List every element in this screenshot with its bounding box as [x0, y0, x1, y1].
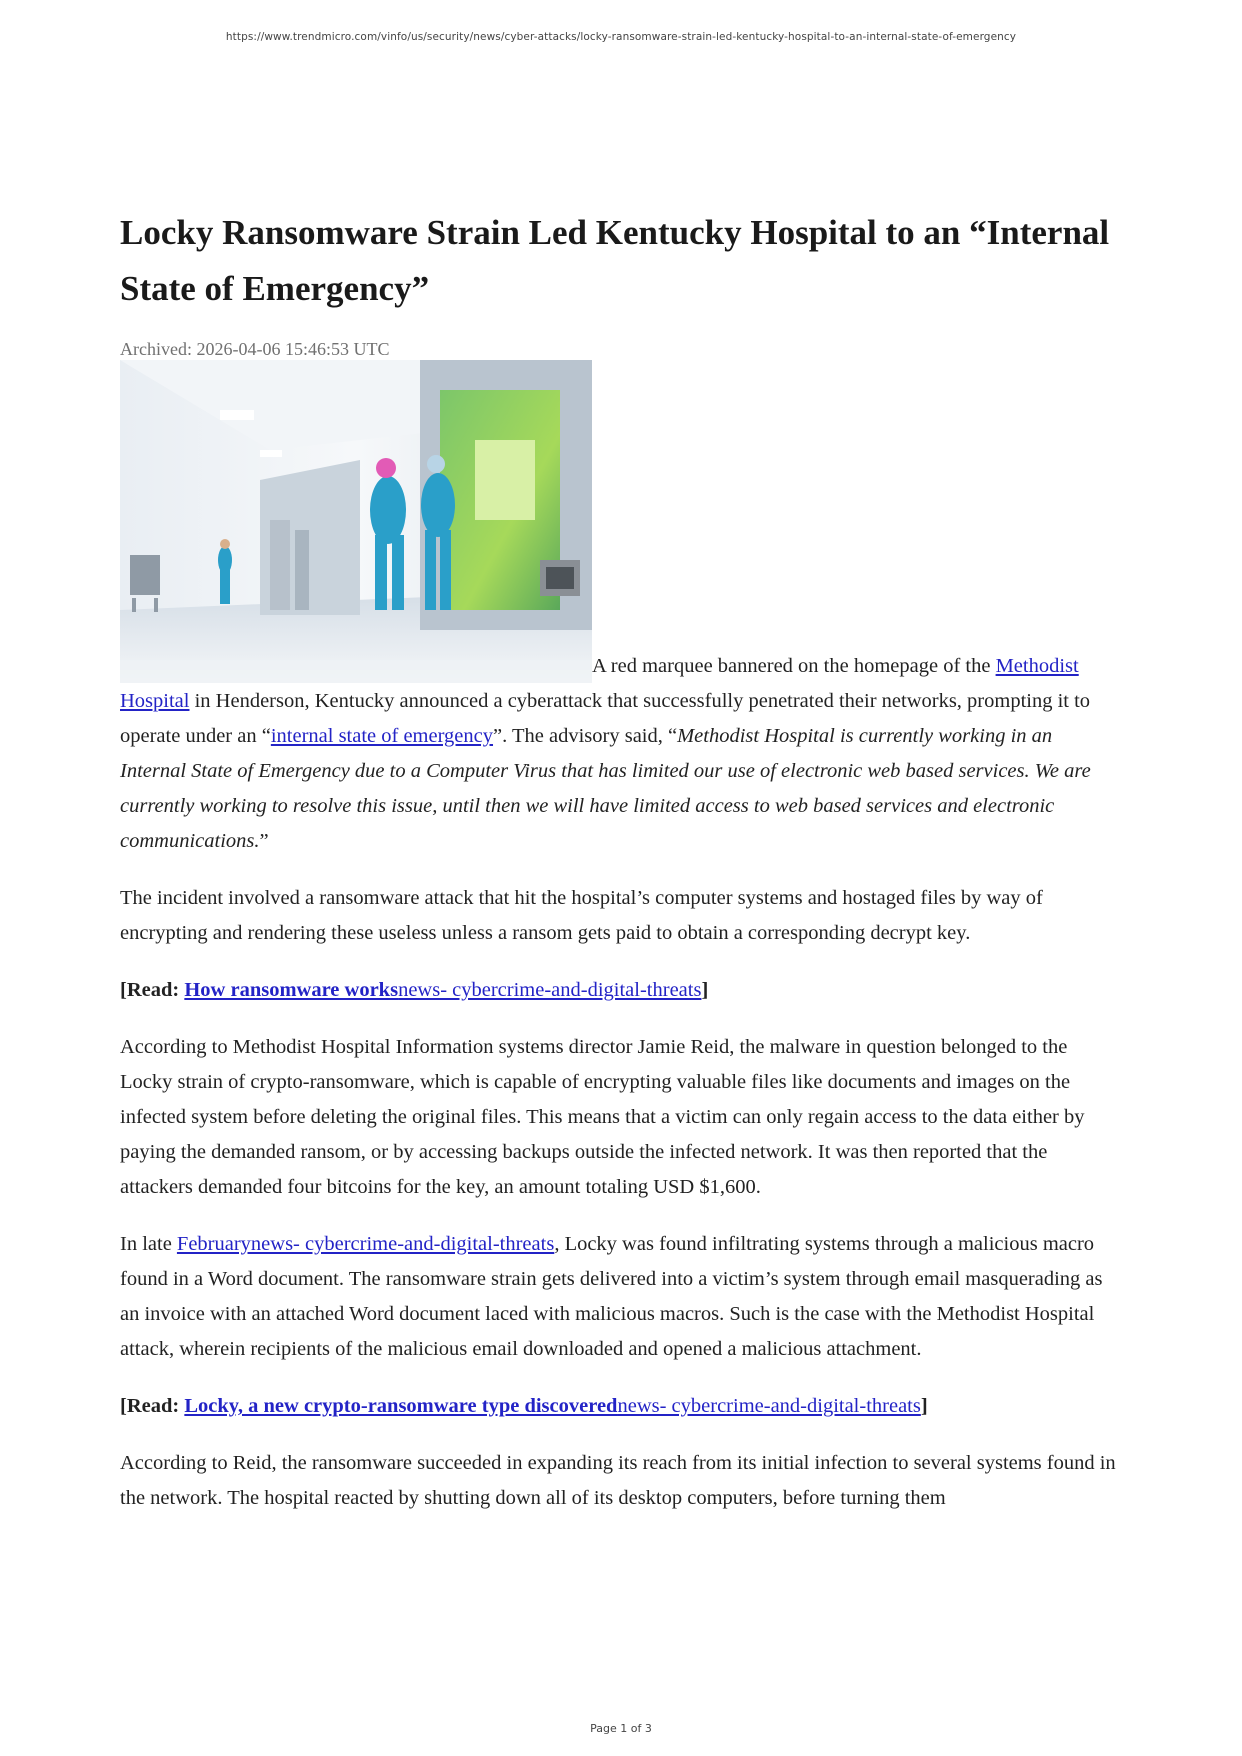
- intro-text-2: in Henderson, Kentucky announced a cyberattack that successfully penetrated their networks, prompting it to operate under an “: [120, 690, 1091, 747]
- locky-discovered-link-text: Locky, a new crypto-ransomware type discovered: [184, 1395, 618, 1417]
- methodist-hospital-link[interactable]: Methodist Hospital: [120, 655, 1079, 712]
- page-number: Page 1 of 3: [590, 1722, 652, 1735]
- intro-text-1: A red marquee bannered on the homepage of the: [592, 655, 996, 677]
- intro-paragraph: [120, 360, 1122, 859]
- how-ransomware-works-link[interactable]: [184, 979, 701, 1001]
- locky-discovered-link[interactable]: [184, 1395, 921, 1417]
- page-url-header: https://www.trendmicro.com/vinfo/us/security/news/cyber-attacks/locky-ransomware-strain-led-kentucky-hospital-to-an-internal-state-of-emergency: [225, 31, 1017, 43]
- expansion-paragraph: According to Reid, the ransomware succeeded in expanding its reach from its initial infection to several systems found in the network. The hospital reacted by shutting down all of its desktop computers, before turning them: [120, 1452, 1116, 1509]
- hospital-corridor-image: [120, 360, 592, 683]
- intro-text-3: ”. The advisory said, “: [493, 725, 678, 747]
- how-ransomware-works-link-category: news- cybercrime-and-digital-threats: [398, 979, 702, 1001]
- read-locky-discovered: [120, 1389, 1122, 1424]
- read-how-ransomware-works: [120, 973, 1122, 1008]
- february-paragraph: [120, 1227, 1122, 1367]
- february-link[interactable]: Februarynews- cybercrime-and-digital-threats: [176, 1233, 555, 1255]
- incident-paragraph: The incident involved a ransomware attack that hit the hospital’s computer systems and hostaged files by way of encrypting and rendering these useless unless a ransom gets paid to obtain a corresponding decrypt key.: [120, 887, 1043, 944]
- february-text-1: In late: [120, 1233, 177, 1255]
- archived-timestamp: Archived: 2026-04-06 15:46:53 UTC: [120, 339, 390, 359]
- locky-discovered-link-category: news- cybercrime-and-digital-threats: [617, 1395, 921, 1417]
- february-text-2: , Locky was found infiltrating systems through a malicious macro found in a Word document. The ransomware strain gets delivered into a victim’s system through email masquerading as an invoice with an attached Word document laced with malicious macros. Such is the case with the Methodist Hospital attack, wherein recipients of the malicious email downloaded and opened a malicious attachment.: [120, 1233, 1103, 1360]
- how-ransomware-works-link-text: How ransomware works: [184, 979, 399, 1001]
- read-prefix-2: [Read:: [120, 1395, 185, 1417]
- read-suffix-2: ]: [920, 1395, 928, 1417]
- advisory-quote: Methodist Hospital is currently working in an Internal State of Emergency due to a Computer Virus that has limited our use of electronic web based services. We are currently working to resolve this issue, until then we will have limited access to web based services and electronic communications.: [120, 725, 1091, 852]
- article: [120, 205, 1122, 1516]
- read-suffix: ]: [701, 979, 709, 1001]
- internal-state-of-emergency-link[interactable]: internal state of emergency: [270, 725, 494, 747]
- intro-text-4: ”: [259, 830, 269, 852]
- article-title: Locky Ransomware Strain Led Kentucky Hospital to an “Internal State of Emergency”: [120, 213, 1110, 308]
- reid-paragraph: According to Methodist Hospital Information systems director Jamie Reid, the malware in question belonged to the Locky strain of crypto-ransomware, which is capable of encrypting valuable files like documents and images on the infected system before deleting the original files. This means that a victim can only regain access to the data either by paying the demanded ransom, or by accessing backups outside the infected network. It was then reported that the attackers demanded four bitcoins for the key, an amount totaling USD $1,600.: [120, 1036, 1085, 1198]
- read-prefix: [Read:: [120, 979, 185, 1001]
